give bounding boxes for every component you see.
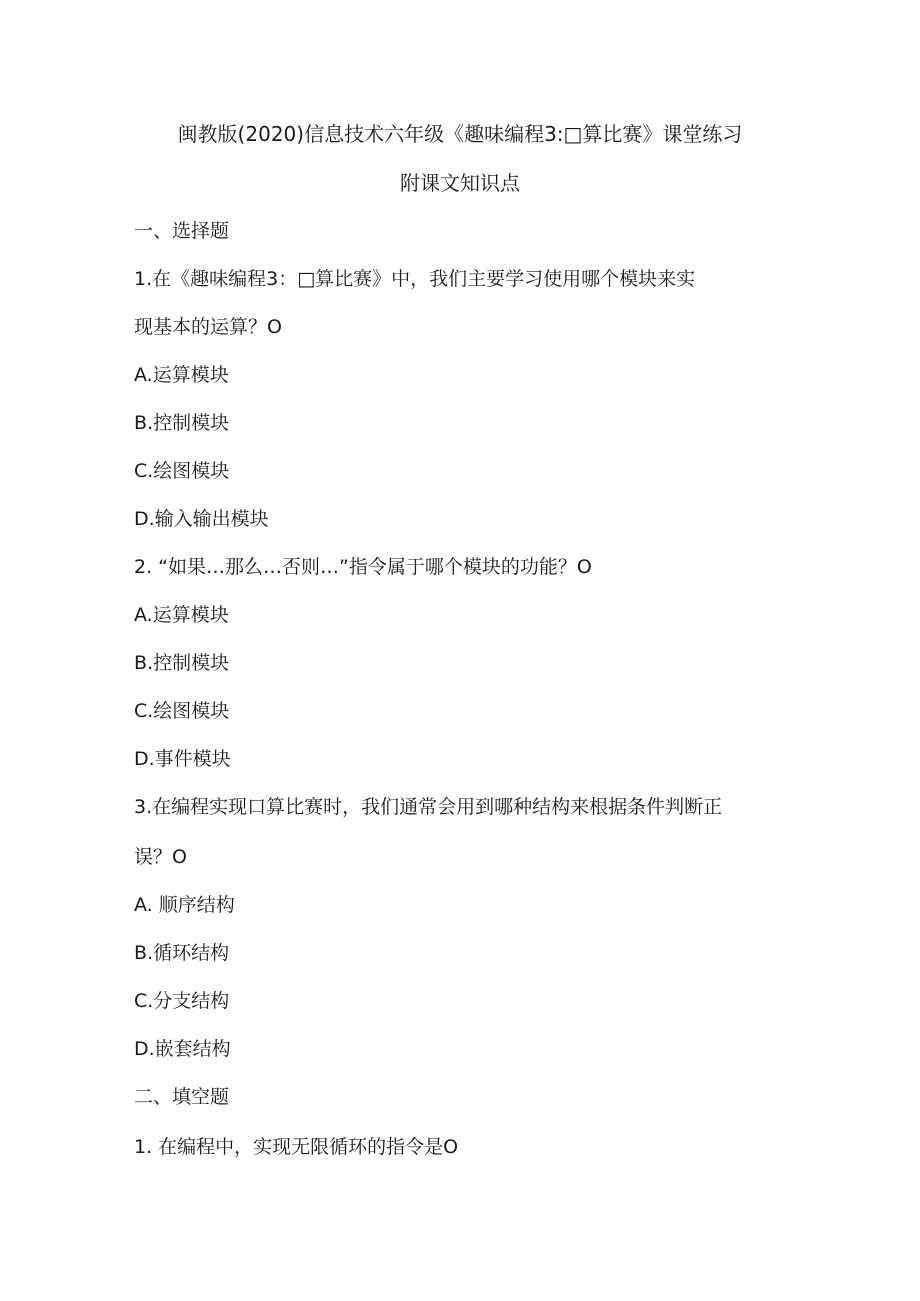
question-1-option-a: A.运算模块 [134, 364, 229, 386]
question-1-option-d: D.输入输出模块 [134, 508, 269, 530]
question-2-stem: 2. “如果…那么…否则…”指令属于哪个模块的功能？O [134, 556, 592, 578]
section-heading-fill-blank: 二、填空题 [134, 1086, 230, 1108]
fill-blank-question-1: 1. 在编程中，实现无限循环的指令是O [134, 1136, 459, 1158]
question-2-option-a: A.运算模块 [134, 604, 229, 626]
question-2-option-d: D.事件模块 [134, 748, 231, 770]
document-title: 闽教版(2020)信息技术六年级《趣味编程3:□算比赛》课堂练习 [177, 122, 743, 146]
question-2-option-c: C.绘图模块 [134, 700, 230, 722]
question-1-stem: 1.在《趣味编程3：□算比赛》中，我们主要学习使用哪个模块来实 [134, 268, 696, 290]
question-3-stem-continued: 误？O [134, 846, 187, 868]
question-3-option-d: D.嵌套结构 [134, 1038, 231, 1060]
section-heading-multiple-choice: 一、选择题 [134, 220, 230, 242]
question-3-stem: 3.在编程实现口算比赛时，我们通常会用到哪种结构来根据条件判断正 [134, 796, 723, 818]
question-3-option-b: B.循环结构 [134, 942, 230, 964]
question-1-option-b: B.控制模块 [134, 412, 230, 434]
question-1-option-c: C.绘图模块 [134, 460, 230, 482]
document-subtitle: 附课文知识点 [400, 171, 520, 195]
question-3-option-a: A. 顺序结构 [134, 894, 235, 916]
question-3-option-c: C.分支结构 [134, 990, 230, 1012]
question-1-stem-continued: 现基本的运算？O [134, 316, 282, 338]
question-2-option-b: B.控制模块 [134, 652, 230, 674]
